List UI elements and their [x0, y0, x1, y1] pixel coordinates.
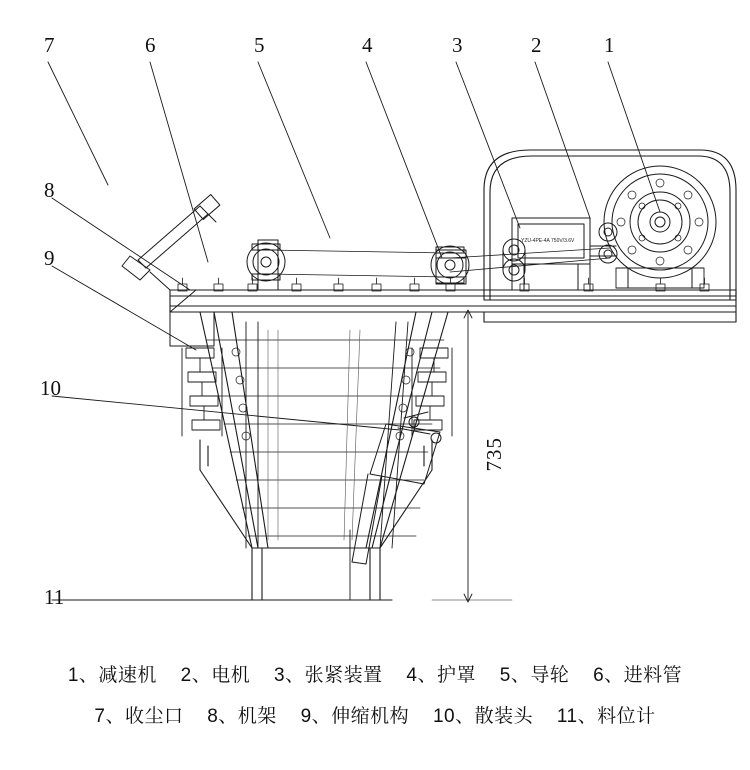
callout-11: 11	[44, 585, 65, 609]
machine-frame	[170, 150, 736, 322]
frame-hood	[170, 290, 214, 346]
callout-5: 5	[254, 33, 265, 57]
legend-item-8: 8、机架	[207, 706, 277, 727]
callout-9: 9	[44, 246, 55, 270]
chute-fasteners	[232, 348, 414, 440]
legend-item-2: 2、电机	[180, 665, 251, 686]
callout-2: 2	[531, 33, 542, 57]
legend-item-6: 6、进料管	[593, 665, 683, 686]
callout-1: 1	[604, 33, 615, 57]
hoist-cables	[266, 248, 610, 277]
legend-item-1: 1、减速机	[67, 665, 157, 686]
guide-wheel-left	[247, 243, 285, 281]
legend-item-9: 9、伸缩机构	[300, 706, 410, 727]
loading-head	[200, 440, 432, 600]
legend-item-3: 3、张紧装置	[274, 665, 383, 686]
legend-row-2	[0, 701, 750, 728]
callout-10: 10	[40, 376, 61, 400]
legend-row-1	[0, 660, 750, 687]
gearbox-assembly	[604, 166, 716, 288]
feed-pipe	[258, 240, 278, 290]
guide-wheel-right	[431, 246, 469, 284]
legend-item-7: 7、收尘口	[94, 706, 184, 727]
callout-4: 4	[362, 33, 373, 57]
callout-6: 6	[145, 33, 156, 57]
legend	[0, 660, 750, 742]
callout-7: 7	[44, 33, 55, 57]
legend-item-4: 4、护罩	[406, 665, 476, 686]
callout-3: 3	[452, 33, 463, 57]
callout-8: 8	[44, 178, 55, 202]
chute-detail-lines	[268, 330, 360, 540]
dimension-value-735: 735	[482, 437, 506, 472]
legend-item-10: 10、散装头	[432, 706, 534, 727]
tensioner-assembly	[503, 239, 525, 281]
motor-assembly	[512, 218, 617, 290]
callout-leader-lines	[48, 62, 660, 600]
legend-item-5: 5、导轮	[499, 665, 570, 686]
dust-port-arm	[122, 195, 220, 290]
motor-nameplate-text: YZU-4PE-4A 750V/3.6V	[521, 238, 575, 244]
legend-item-11: 11、料位计	[556, 706, 656, 727]
